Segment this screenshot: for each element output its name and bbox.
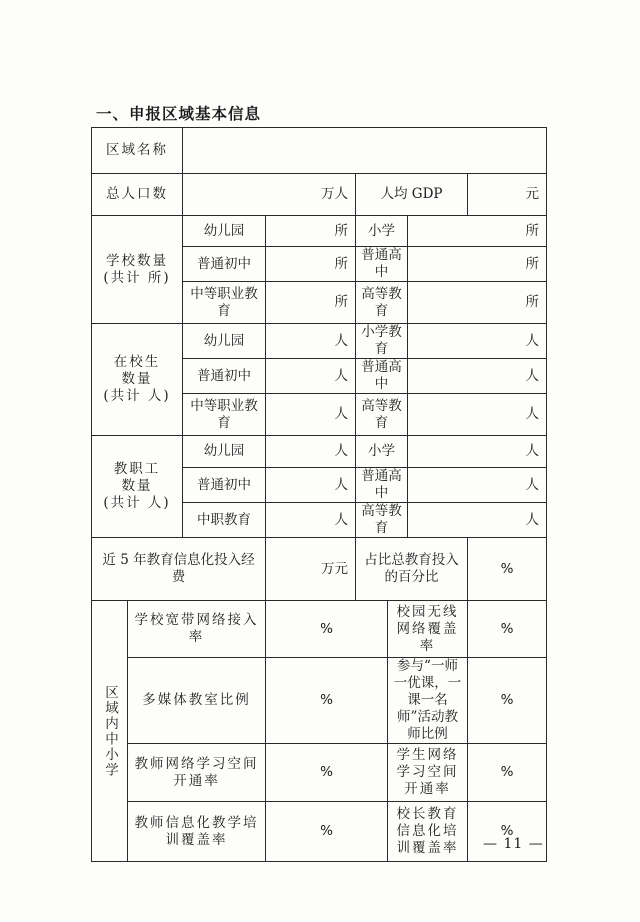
school-count-field[interactable]: 所 — [266, 247, 356, 282]
school-type-label: 普通高中 — [356, 247, 408, 282]
gdp-label: 人均 GDP — [356, 174, 468, 216]
staff-type-label: 普通初中 — [183, 468, 266, 503]
school-count-field[interactable]: 所 — [408, 247, 547, 282]
investment-field[interactable] — [266, 538, 356, 601]
indicator-label: 校园无线网络覆盖率 — [388, 601, 468, 658]
staff-count-field[interactable]: 人 — [266, 503, 356, 538]
indicator-field[interactable]: % — [468, 802, 547, 862]
investment-ratio-field[interactable]: % — [468, 538, 547, 601]
student-count-field[interactable]: 人 — [408, 359, 547, 394]
student-type-label: 普通初中 — [183, 359, 266, 394]
staff-count-field[interactable]: 人 — [408, 468, 547, 503]
page-number: — 11 — — [483, 836, 544, 852]
region-info-form — [91, 127, 547, 862]
indicator-field[interactable]: % — [266, 658, 388, 744]
investment-unit: 万元 — [321, 560, 348, 577]
population-field[interactable] — [183, 174, 356, 216]
investment-label: 近 5 年教育信息化投入经费 — [92, 538, 266, 601]
student-count-field[interactable]: 人 — [266, 394, 356, 436]
investment-ratio-label: 占比总教育投入的百分比 — [356, 538, 468, 601]
staff-type-label: 小学 — [356, 436, 408, 468]
staff-count-field[interactable]: 人 — [408, 503, 547, 538]
student-type-label: 普通高中 — [356, 359, 408, 394]
student-count-field[interactable]: 人 — [408, 324, 547, 359]
indicator-field[interactable]: % — [468, 658, 547, 744]
student-type-label: 小学教育 — [356, 324, 408, 359]
indicator-label: 教师信息化教学培训覆盖率 — [128, 802, 266, 862]
indicator-field[interactable]: % — [266, 802, 388, 862]
indicator-label: 多媒体教室比例 — [128, 658, 266, 744]
k12-section-label: 区域内中小学 — [92, 601, 128, 862]
staff-count-field[interactable]: 人 — [266, 436, 356, 468]
school-count-field[interactable]: 所 — [408, 216, 547, 247]
gdp-field[interactable] — [468, 174, 547, 216]
staff-count-field[interactable]: 人 — [266, 468, 356, 503]
staff-count-field[interactable]: 人 — [408, 436, 547, 468]
student-type-label: 高等教育 — [356, 394, 408, 436]
indicator-field[interactable]: % — [266, 601, 388, 658]
indicator-field[interactable]: % — [468, 601, 547, 658]
staff-type-label: 高等教育 — [356, 503, 408, 538]
indicator-field[interactable]: % — [266, 744, 388, 802]
student-type-label: 幼儿园 — [183, 324, 266, 359]
staff-count-label: 教职工 数量 (共计 人) — [92, 436, 183, 538]
school-count-label: 学校数量 (共计 所) — [92, 216, 183, 324]
staff-type-label: 普通高中 — [356, 468, 408, 503]
indicator-label: 参与“一师一优课，一课一名师”活动教师比例 — [388, 658, 468, 744]
staff-type-label: 中职教育 — [183, 503, 266, 538]
school-type-label: 小学 — [356, 216, 408, 247]
staff-type-label: 幼儿园 — [183, 436, 266, 468]
school-type-label: 普通初中 — [183, 247, 266, 282]
population-unit: 万人 — [321, 186, 348, 202]
indicator-label: 校长教育信息化培训覆盖率 — [388, 802, 468, 862]
section-heading: 一、申报区域基本信息 — [96, 105, 262, 123]
indicator-label: 教师网络学习空间开通率 — [128, 744, 266, 802]
student-count-field[interactable]: 人 — [266, 324, 356, 359]
school-count-field[interactable]: 所 — [408, 282, 547, 324]
indicator-label: 学校宽带网络接入率 — [128, 601, 266, 658]
population-label: 总人口数 — [92, 174, 183, 216]
school-type-label: 中等职业教育 — [183, 282, 266, 324]
school-count-field[interactable]: 所 — [266, 282, 356, 324]
indicator-label: 学生网络学习空间开通率 — [388, 744, 468, 802]
region-name-field[interactable] — [183, 128, 547, 174]
student-count-field[interactable]: 人 — [408, 394, 547, 436]
school-type-label: 高等教育 — [356, 282, 408, 324]
student-count-field[interactable]: 人 — [266, 359, 356, 394]
indicator-field[interactable]: % — [468, 744, 547, 802]
student-type-label: 中等职业教育 — [183, 394, 266, 436]
student-count-label: 在校生 数量 (共计 人) — [92, 324, 183, 436]
region-name-label: 区域名称 — [92, 128, 183, 174]
gdp-unit: 元 — [525, 186, 540, 202]
school-count-field[interactable]: 所 — [266, 216, 356, 247]
school-type-label: 幼儿园 — [183, 216, 266, 247]
